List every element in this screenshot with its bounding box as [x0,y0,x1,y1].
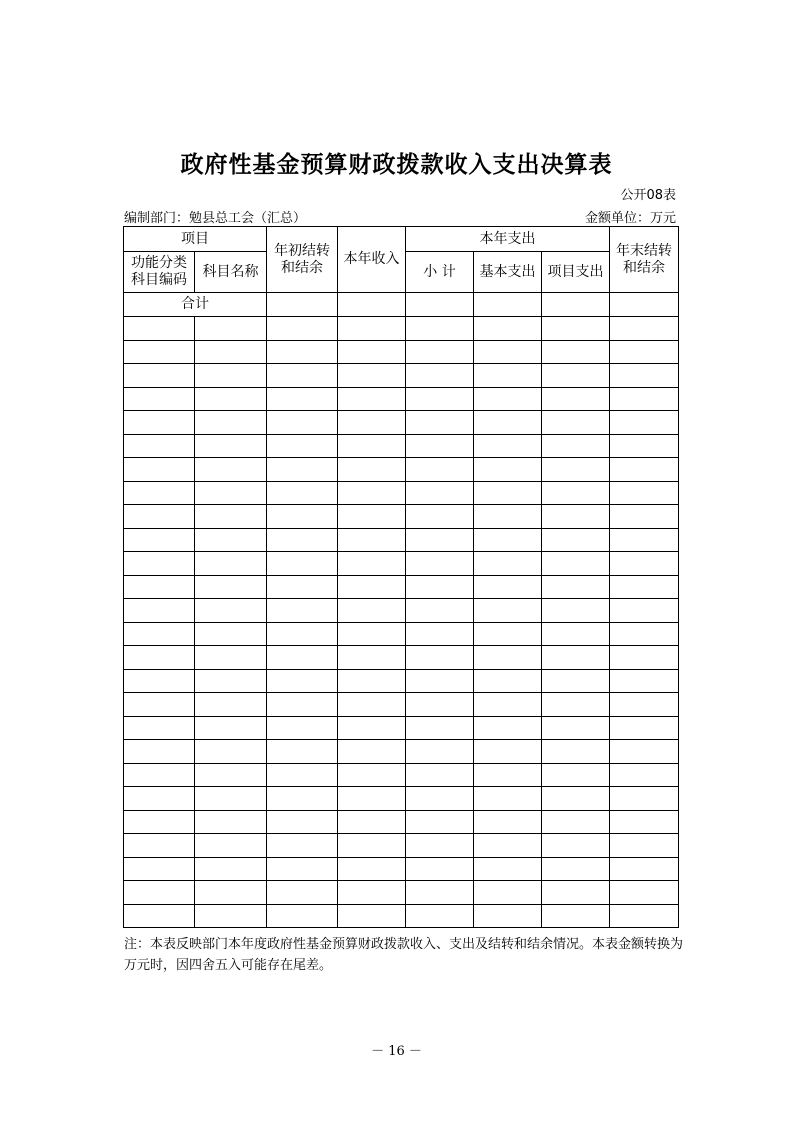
table-cell [195,552,267,576]
table-cell [610,810,679,834]
table-cell [195,669,267,693]
table-cell [338,599,406,623]
table-cell [406,552,474,576]
table-cell [124,599,195,623]
table-cell [610,552,679,576]
table-cell [124,834,195,858]
table-cell [338,434,406,458]
table-cell [267,834,338,858]
table-cell [406,881,474,905]
header-func-code: 功能分类 科目编码 [124,252,195,293]
table-cell [195,904,267,928]
table-cell [338,505,406,529]
budget-table [123,226,679,928]
table-row [124,646,679,670]
table-cell [267,693,338,717]
table-cell [406,716,474,740]
table-cell [474,693,542,717]
table-cell [267,411,338,435]
table-cell [195,575,267,599]
table-cell [267,787,338,811]
table-cell [542,505,610,529]
table-cell [610,716,679,740]
table-cell [610,481,679,505]
table-cell [542,364,610,388]
table-cell [338,787,406,811]
table-cell [195,340,267,364]
table-cell [338,552,406,576]
table-cell [124,575,195,599]
table-row [124,528,679,552]
table-cell [124,434,195,458]
table-cell [474,575,542,599]
table-cell [195,857,267,881]
table-cell [406,505,474,529]
table-cell [542,810,610,834]
table-cell [338,622,406,646]
table-cell [474,881,542,905]
table-cell [610,763,679,787]
table-cell [542,834,610,858]
table-cell [406,364,474,388]
table-cell [610,364,679,388]
table-cell [338,340,406,364]
table-cell [124,669,195,693]
total-cell [610,293,679,317]
table-cell [124,552,195,576]
table-cell [195,364,267,388]
header-subject-name: 科目名称 [195,252,267,293]
table-cell [610,340,679,364]
table-cell [474,904,542,928]
table-cell [124,622,195,646]
table-cell [195,481,267,505]
total-cell [338,293,406,317]
table-cell [338,575,406,599]
table-cell [406,904,474,928]
table-cell [124,528,195,552]
header-project-expense: 项目支出 [542,252,610,293]
table-cell [542,693,610,717]
table-row [124,552,679,576]
table-cell [610,575,679,599]
table-cell [267,904,338,928]
table-cell [542,763,610,787]
table-cell [195,622,267,646]
table-cell [474,317,542,341]
table-cell [124,763,195,787]
table-cell [338,458,406,482]
table-cell [338,669,406,693]
table-row [124,881,679,905]
table-cell [267,575,338,599]
table-cell [124,881,195,905]
table-cell [124,411,195,435]
table-cell [406,575,474,599]
table-cell [542,340,610,364]
table-row [124,834,679,858]
table-cell [124,340,195,364]
table-cell [338,481,406,505]
header-income: 本年收入 [338,227,406,293]
table-cell [542,575,610,599]
header-subtotal: 小 计 [406,252,474,293]
table-cell [338,716,406,740]
table-cell [474,434,542,458]
table-row [124,693,679,717]
table-cell [267,528,338,552]
table-cell [542,740,610,764]
table-cell [474,458,542,482]
table-cell [195,434,267,458]
table-cell [542,787,610,811]
header-basic-expense: 基本支出 [474,252,542,293]
table-cell [124,810,195,834]
table-cell [195,646,267,670]
table-cell [610,740,679,764]
table-row [124,575,679,599]
table-cell [267,481,338,505]
table-cell [267,716,338,740]
table-row [124,317,679,341]
table-cell [195,693,267,717]
table-cell [610,669,679,693]
department-label: 编制部门：勉县总工会（汇总） [124,211,307,226]
table-cell [195,528,267,552]
table-cell [338,763,406,787]
table-cell [474,810,542,834]
table-cell [474,528,542,552]
header-begin-balance: 年初结转 和结余 [267,227,338,293]
table-cell [195,763,267,787]
table-cell [542,552,610,576]
total-cell [406,293,474,317]
table-cell [610,881,679,905]
table-row [124,716,679,740]
table-cell [542,317,610,341]
table-row [124,411,679,435]
table-cell [474,599,542,623]
table-cell [406,787,474,811]
table-cell [338,411,406,435]
table-cell [124,740,195,764]
table-cell [195,787,267,811]
table-cell [610,646,679,670]
table-cell [195,387,267,411]
table-cell [124,317,195,341]
table-cell [474,740,542,764]
table-cell [474,622,542,646]
table-cell [406,317,474,341]
table-cell [338,834,406,858]
table-cell [267,646,338,670]
total-label: 合计 [124,293,267,317]
table-cell [474,857,542,881]
table-cell [267,364,338,388]
table-cell [406,387,474,411]
table-cell [124,387,195,411]
table-cell [542,387,610,411]
table-cell [124,716,195,740]
table-row [124,387,679,411]
table-cell [610,411,679,435]
table-cell [267,669,338,693]
table-row [124,904,679,928]
table-cell [195,881,267,905]
table-cell [474,364,542,388]
table-cell [406,669,474,693]
table-cell [610,387,679,411]
header-end-balance: 年末结转 和结余 [610,227,679,293]
table-cell [267,599,338,623]
table-row [124,364,679,388]
table-cell [542,904,610,928]
table-cell [338,740,406,764]
table-cell [124,693,195,717]
table-row [124,340,679,364]
total-cell [542,293,610,317]
table-cell [124,904,195,928]
table-cell [474,787,542,811]
table-cell [610,693,679,717]
header-item: 项目 [124,227,267,252]
table-cell [124,857,195,881]
table-cell [542,646,610,670]
table-cell [338,881,406,905]
table-row [124,458,679,482]
table-cell [474,411,542,435]
table-cell [406,763,474,787]
table-cell [267,434,338,458]
table-cell [610,904,679,928]
table-cell [610,317,679,341]
table-cell [338,387,406,411]
table-cell [338,317,406,341]
total-cell [474,293,542,317]
table-cell [124,646,195,670]
table-row [124,481,679,505]
table-cell [338,646,406,670]
table-row [124,787,679,811]
table-cell [195,834,267,858]
table-cell [474,505,542,529]
table-cell [474,763,542,787]
table-cell [610,528,679,552]
table-cell [610,834,679,858]
table-row [124,505,679,529]
table-cell [195,740,267,764]
table-cell [406,693,474,717]
table-cell [406,340,474,364]
table-cell [267,622,338,646]
table-cell [406,528,474,552]
total-cell [267,293,338,317]
table-cell [124,787,195,811]
table-cell [267,881,338,905]
table-cell [542,669,610,693]
table-row [124,622,679,646]
table-row [124,810,679,834]
table-cell [195,317,267,341]
table-cell [474,646,542,670]
table-row [124,857,679,881]
table-cell [267,505,338,529]
table-row [124,763,679,787]
table-cell [542,434,610,458]
table-cell [406,810,474,834]
table-cell [406,646,474,670]
header-expense: 本年支出 [406,227,610,252]
table-cell [338,693,406,717]
table-cell [610,434,679,458]
table-cell [195,505,267,529]
table-cell [474,552,542,576]
table-cell [406,834,474,858]
table-cell [338,857,406,881]
table-cell [542,881,610,905]
table-cell [124,458,195,482]
unit-label: 金额单位：万元 [584,211,676,226]
table-cell [474,481,542,505]
table-cell [474,340,542,364]
footnote: 注：本表反映部门本年度政府性基金预算财政拨款收入、支出及结转和结余情况。本表金额转换为万元时，因四舍五入可能存在尾差。 [124,937,684,973]
table-cell [406,434,474,458]
table-cell [124,364,195,388]
table-cell [338,810,406,834]
table-cell [406,622,474,646]
table-cell [406,411,474,435]
table-cell [267,340,338,364]
table-code: 公开08表 [620,188,676,203]
table-cell [195,716,267,740]
table-cell [542,411,610,435]
table-cell [338,904,406,928]
table-cell [267,763,338,787]
table-cell [124,505,195,529]
table-cell [267,458,338,482]
table-cell [474,834,542,858]
table-cell [610,857,679,881]
table-cell [338,528,406,552]
table-cell [474,716,542,740]
table-cell [474,669,542,693]
table-cell [542,481,610,505]
table-cell [542,857,610,881]
table-cell [267,857,338,881]
table-body [124,317,679,928]
table-cell [406,740,474,764]
table-cell [542,599,610,623]
table-cell [406,458,474,482]
table-cell [406,599,474,623]
table-cell [474,387,542,411]
table-row [124,434,679,458]
table-cell [195,458,267,482]
table-cell [610,599,679,623]
table-cell [610,458,679,482]
table-cell [267,317,338,341]
table-cell [542,528,610,552]
table-cell [338,364,406,388]
table-cell [406,481,474,505]
table-cell [542,458,610,482]
page-number: － 16 － [371,1044,422,1059]
table-cell [542,622,610,646]
table-cell [195,411,267,435]
table-row [124,599,679,623]
table-cell [406,857,474,881]
table-row [124,669,679,693]
table-cell [610,505,679,529]
page-title: 政府性基金预算财政拨款收入支出决算表 [180,152,613,178]
table-cell [267,810,338,834]
table-cell [610,787,679,811]
table-cell [542,716,610,740]
table-cell [267,387,338,411]
table-cell [195,810,267,834]
table-cell [124,481,195,505]
table-cell [610,622,679,646]
table-cell [267,740,338,764]
table-cell [267,552,338,576]
table-row [124,740,679,764]
table-cell [195,599,267,623]
